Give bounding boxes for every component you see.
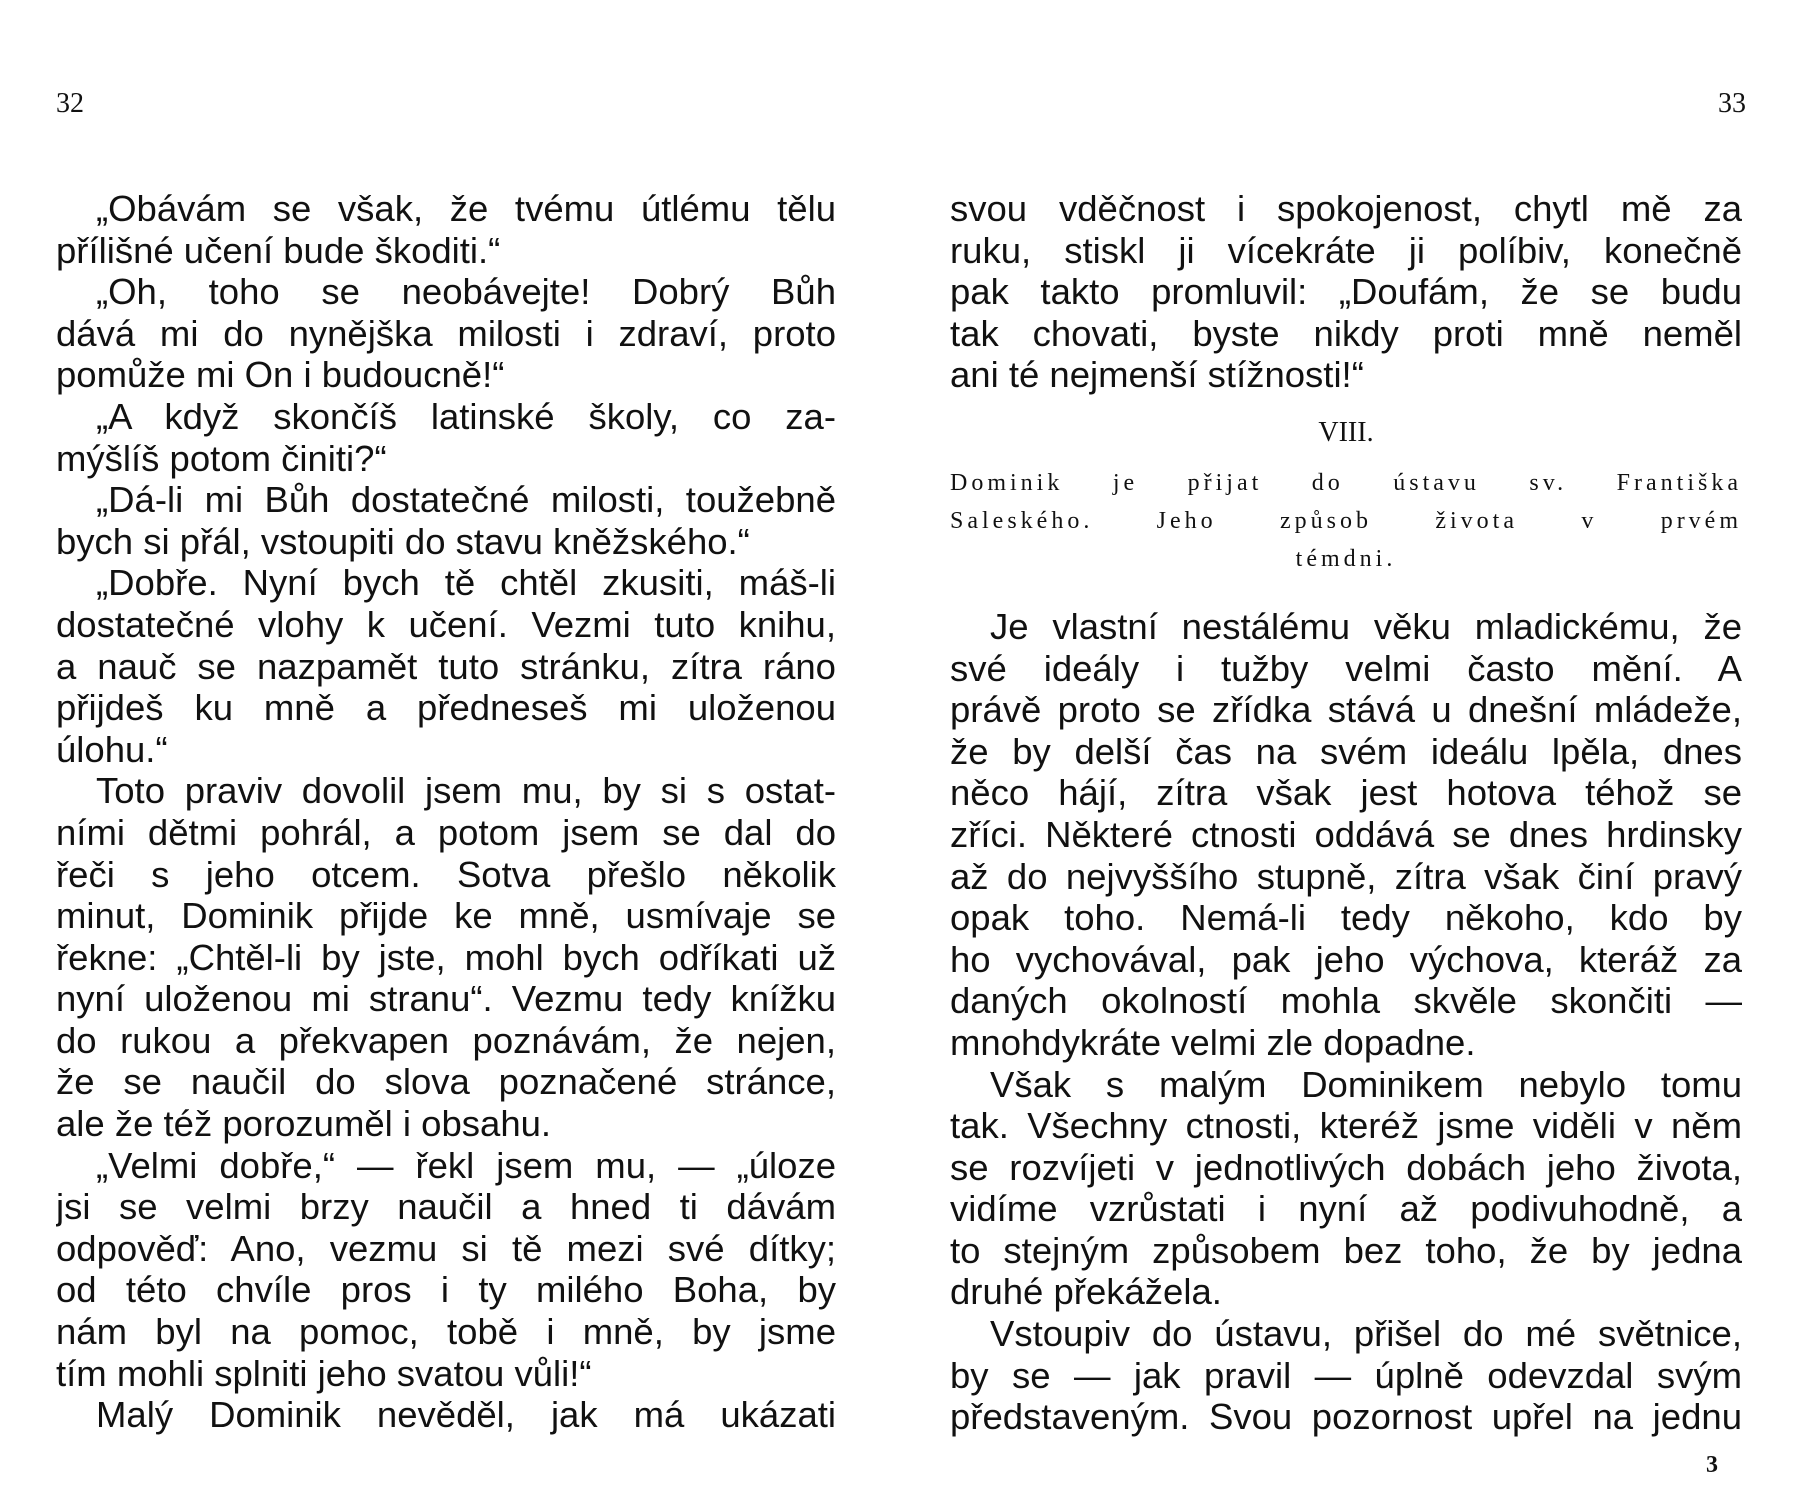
text-line: ale že též porozuměl i obsahu. (56, 1103, 552, 1145)
text-line: přijdeš ku mně a předneseš mi uloženou (56, 687, 836, 729)
text-line: Toto praviv dovolil jsem mu, by si s ostat- (96, 770, 836, 812)
text-line: tak chovati, byste nikdy proti mně neměl (950, 312, 1742, 354)
page-number-left: 32 (56, 88, 84, 119)
text-line: by se — jak pravil — úplně odevzdal svým (950, 1354, 1742, 1396)
text-line: do rukou a překvapen poznávám, že nejen, (56, 1019, 836, 1061)
text-line: daných okolností mohla skvěle skončiti — (950, 980, 1742, 1022)
text-line: Vstoupiv do ústavu, přišel do mé světnice, (990, 1313, 1742, 1355)
text-line: dostatečné vlohy k učení. Vezmi tuto knihu, (56, 603, 836, 645)
text-line: Malý Dominik nevěděl, jak má ukázati (96, 1394, 836, 1436)
text-line: pomůže mi On i budoucně!“ (56, 354, 505, 396)
text-line: se rozvíjeti v jednotlivých dobách jeho života, (950, 1146, 1742, 1188)
text-line: „Dobře. Nyní bych tě chtěl zkusiti, máš-li (96, 562, 836, 604)
text-line: pak takto promluvil: „Doufám, že se budu (950, 271, 1742, 313)
right-page-top-paragraph (950, 188, 1742, 396)
text-line: „Dá-li mi Bůh dostatečné milosti, toužebně (96, 479, 836, 521)
text-line: mnohdykráte velmi zle dopadne. (950, 1021, 1476, 1063)
text-line: „Oh, toho se neobávejte! Dobrý Bůh (96, 271, 836, 313)
text-line: to stejným způsobem bez toho, že by jedna (950, 1229, 1742, 1271)
text-line: zříci. Některé ctnosti oddává se dnes hrdinsky (950, 813, 1742, 855)
text-line: odpověď: Ano, vezmu si tě mezi své dítky; (56, 1227, 836, 1269)
text-line: bych si přál, vstoupiti do stavu kněžského.“ (56, 520, 750, 562)
right-page-text (950, 188, 1742, 1438)
text-line: od této chvíle pros i ty milého Boha, by (56, 1269, 836, 1311)
text-line: Však s malým Dominikem nebylo tomu (990, 1063, 1742, 1105)
text-line: právě proto se zřídka stává u dnešní mládeže, (950, 689, 1742, 731)
text-line: tím mohli splniti jeho svatou vůli!“ (56, 1352, 592, 1394)
text-line: ními dětmi pohrál, a potom jsem se dal do (56, 811, 836, 853)
chapter-number: VIII. (1318, 416, 1374, 448)
text-line: a nauč se nazpamět tuto stránku, zítra ráno (56, 645, 836, 687)
text-line: až do nejvyššího stupně, zítra však činí pravý (950, 855, 1742, 897)
text-line: svou vděčnost i spokojenost, chytl mě za (950, 188, 1742, 229)
printer-signature-mark: 3 (1706, 1452, 1718, 1478)
text-line: řeči s jeho otcem. Sotva přešlo několik (56, 853, 836, 895)
chapter-subtitle-line: Dominik je přijat do ústavu sv. Františka (950, 469, 1742, 496)
text-line: Je vlastní nestálému věku mladickému, že (990, 605, 1742, 647)
text-line: přílišné učení bude škoditi.“ (56, 229, 501, 271)
text-line: druhé překážela. (950, 1271, 1222, 1313)
text-line: ruku, stiskl ji vícekráte ji políbiv, konečně (950, 229, 1742, 271)
text-line: „Obávám se však, že tvému útlému tělu (96, 188, 836, 229)
chapter-subtitle-line: Saleského. Jeho způsob života v prvém (950, 507, 1742, 534)
text-line: něco hájí, zítra však jest hotova téhož se (950, 772, 1742, 814)
text-line: mýšlíš potom činiti?“ (56, 437, 387, 479)
page-number-right: 33 (1718, 88, 1746, 119)
text-line: že by delší čas na svém ideálu lpěla, dnes (950, 730, 1742, 772)
text-line: dává mi do nynějška milosti i zdraví, proto (56, 312, 836, 354)
text-line: nyní uloženou mi stranu“. Vezmu tedy knížku (56, 978, 836, 1020)
chapter-subtitle-line: témdni. (1295, 545, 1397, 572)
text-line: opak toho. Nemá-li tedy někoho, kdo by (950, 897, 1742, 939)
text-line: minut, Dominik přijde ke mně, usmívaje se (56, 895, 836, 937)
chapter-subtitle (950, 464, 1742, 578)
text-line: řekne: „Chtěl-li by jste, mohl bych odříkati už (56, 936, 836, 978)
text-line: jsi se velmi brzy naučil a hned ti dávám (56, 1186, 836, 1228)
text-line: nám byl na pomoc, tobě i mně, by jsme (56, 1311, 836, 1353)
text-line: své ideály i tužby velmi často mění. A (950, 647, 1742, 689)
right-page-body (950, 606, 1742, 1438)
text-line: že se naučil do slova poznačené stránce, (56, 1061, 836, 1103)
left-page-text (56, 188, 836, 1436)
text-line: představeným. Svou pozornost upřel na jednu (950, 1396, 1742, 1438)
text-line: ani té nejmenší stížnosti!“ (950, 354, 1364, 396)
chapter-gap (950, 578, 1742, 606)
text-line: „Velmi dobře,“ — řekl jsem mu, — „úloze (96, 1144, 836, 1186)
text-line: úlohu.“ (56, 728, 168, 770)
text-line: tak. Všechny ctnosti, kteréž jsme viděli v něm (950, 1105, 1742, 1147)
text-line: vidíme vzrůstati i nyní až podivuhodně, a (950, 1188, 1742, 1230)
text-line: „A když skončíš latinské školy, co za- (96, 395, 836, 437)
text-line: ho vychovával, pak jeho výchova, kteráž za (950, 938, 1742, 980)
